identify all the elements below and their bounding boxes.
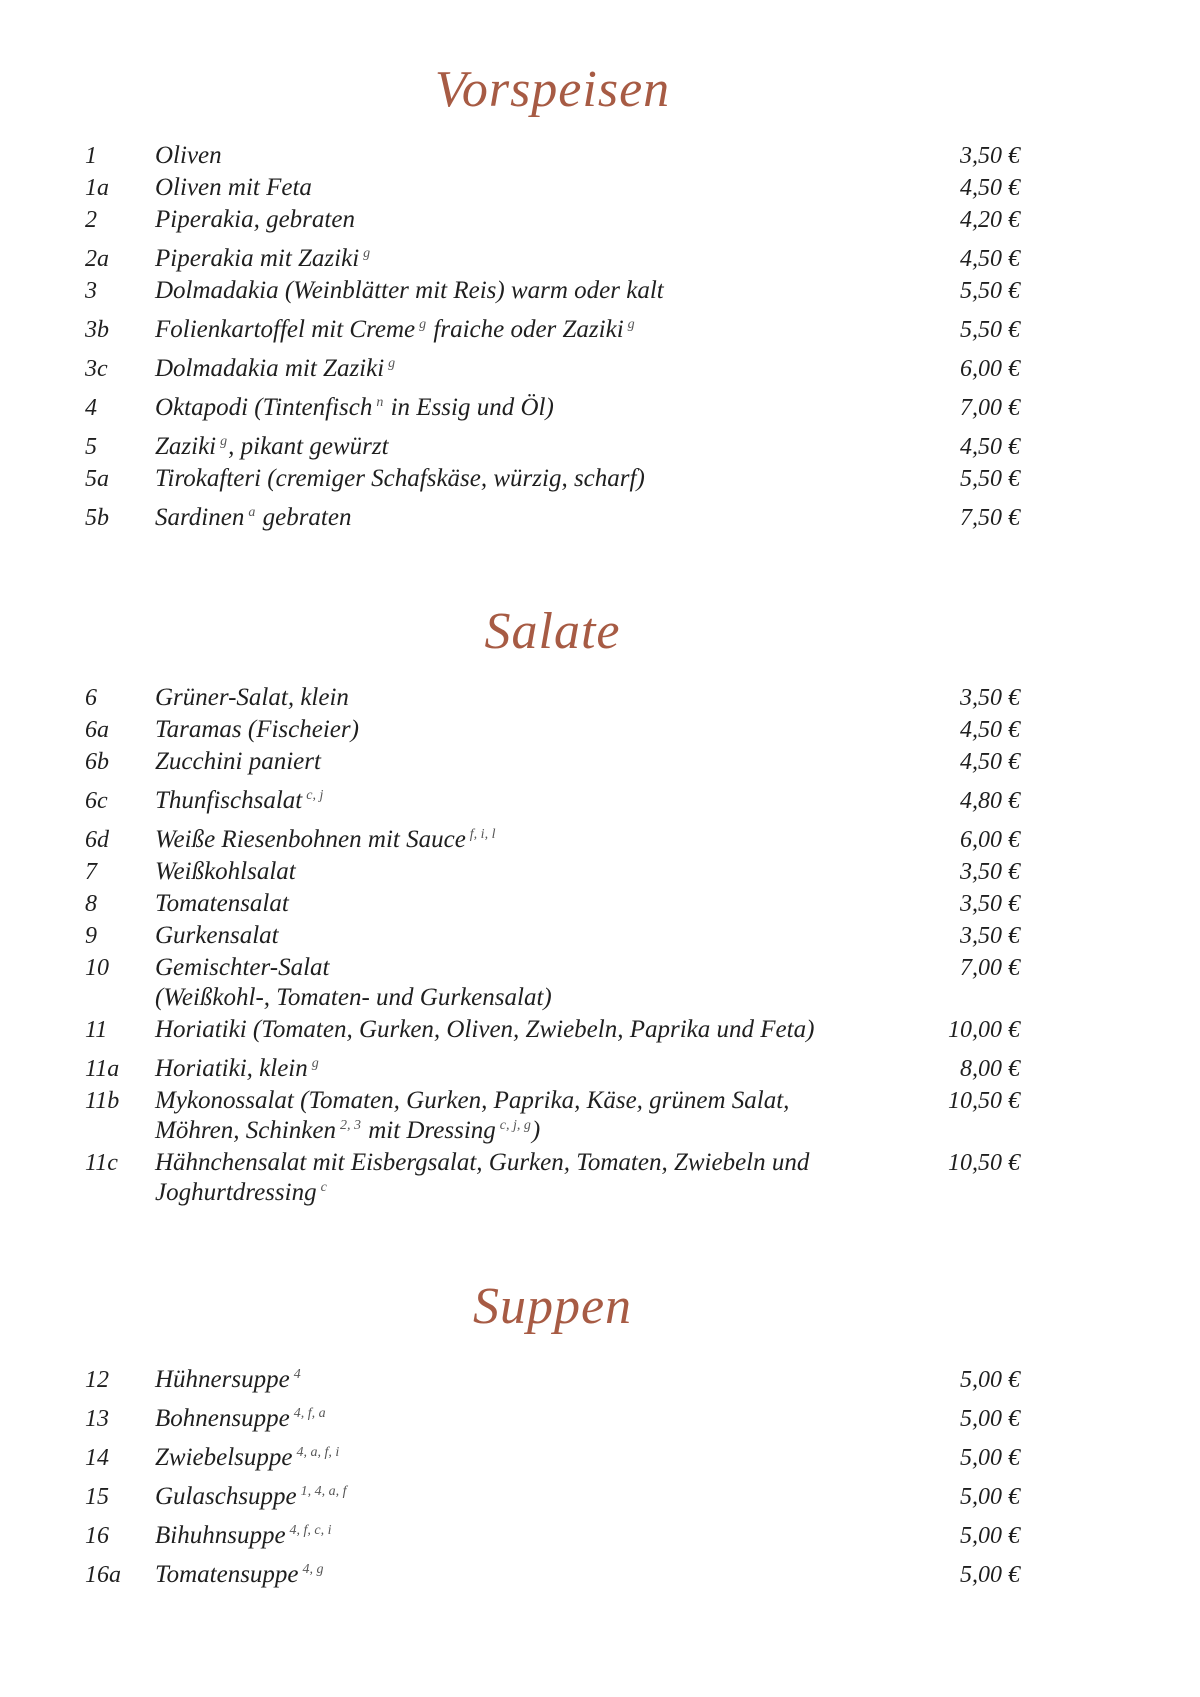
item-name-line: Piperakia, gebraten <box>155 206 355 233</box>
item-name-line: Gulaschsuppe $^{1, 4, a, f}$ <box>155 1483 347 1510</box>
item-number: 15 <box>85 1484 109 1510</box>
item-number: 5 <box>85 434 97 460</box>
item-number: 14 <box>85 1445 109 1471</box>
item-number: 16a <box>85 1562 121 1588</box>
allergen-superscript: g <box>388 355 396 371</box>
allergen-superscript: g <box>311 1055 319 1071</box>
item-name-line: Weißkohlsalat <box>155 858 296 885</box>
item-name <box>155 1015 900 1045</box>
menu-item-row <box>85 817 1020 856</box>
item-price: 5,50 € <box>960 317 1020 343</box>
allergen-superscript: a <box>248 504 256 520</box>
menu-item-row <box>85 1014 1020 1046</box>
item-number: 6c <box>85 788 108 814</box>
item-name <box>155 889 900 919</box>
item-name <box>155 464 900 494</box>
item-name <box>155 432 900 462</box>
item-name-line: Möhren, Schinken $^{2, 3}$ mit Dressing $^{c, j, g}$) <box>155 1117 541 1144</box>
item-price: 4,50 € <box>960 246 1020 272</box>
item-name <box>155 747 900 777</box>
item-name-line: Folienkartoffel mit Creme $^g$ fraiche oder Zaziki $^g$ <box>155 316 635 343</box>
item-name-line: Joghurtdressing $^c$ <box>155 1179 327 1206</box>
item-number: 11b <box>85 1088 120 1114</box>
item-name-line: Dolmadakia mit Zaziki $^g$ <box>155 355 396 382</box>
allergen-superscript: g <box>627 316 635 332</box>
item-name <box>155 1521 900 1551</box>
item-price: 6,00 € <box>960 356 1020 382</box>
item-price: 5,00 € <box>960 1523 1020 1549</box>
allergen-superscript: g <box>419 316 427 332</box>
item-name <box>155 503 900 533</box>
item-name-line: Sardinen $^a$ gebraten <box>155 504 352 531</box>
item-price: 4,50 € <box>960 434 1020 460</box>
item-name <box>155 857 900 887</box>
item-name-line: Piperakia mit Zaziki $^g$ <box>155 245 371 272</box>
item-name-line: Gemischter-Salat <box>155 954 330 981</box>
menu-item-row <box>85 307 1020 346</box>
item-price: 3,50 € <box>960 685 1020 711</box>
item-price: 6,00 € <box>960 827 1020 853</box>
item-name <box>155 825 900 855</box>
menu-item-row <box>85 1474 1020 1513</box>
item-price: 7,00 € <box>960 955 1020 981</box>
item-price: 4,50 € <box>960 749 1020 775</box>
menu-item-row <box>85 346 1020 385</box>
item-name-line: Mykonossalat (Tomaten, Gurken, Paprika, Käse, grünem Salat, <box>155 1087 790 1114</box>
item-name <box>155 1443 900 1473</box>
menu-item-row <box>85 1435 1020 1474</box>
menu-item-row <box>85 952 1020 1014</box>
item-name-line: Tomatensuppe $^{4, g}$ <box>155 1561 324 1588</box>
item-name-line: Zaziki $^g$, pikant gewürzt <box>155 433 389 460</box>
item-price: 7,50 € <box>960 505 1020 531</box>
item-name-line: Weiße Riesenbohnen mit Sauce $^{f, i, l}$ <box>155 826 496 853</box>
allergen-superscript: f, i, l <box>469 826 496 842</box>
item-name-line: Oktapodi (Tintenfisch $^n$ in Essig und Öl) <box>155 394 554 421</box>
item-name <box>155 786 900 816</box>
menu-item-row <box>85 746 1020 778</box>
menu-item-row <box>85 682 1020 714</box>
item-name <box>155 1148 900 1208</box>
menu-item-row <box>85 1046 1020 1085</box>
item-number: 1a <box>85 175 109 201</box>
item-number: 6b <box>85 749 109 775</box>
item-price: 5,00 € <box>960 1367 1020 1393</box>
menu-item-row <box>85 495 1020 534</box>
item-price: 7,00 € <box>960 395 1020 421</box>
item-name-line: Gurkensalat <box>155 922 279 949</box>
item-price: 10,50 € <box>948 1150 1020 1176</box>
allergen-superscript: n <box>376 394 384 410</box>
menu-item-row <box>85 1513 1020 1552</box>
item-price: 5,00 € <box>960 1484 1020 1510</box>
menu-item-row <box>85 140 1020 172</box>
item-price: 3,50 € <box>960 891 1020 917</box>
item-name <box>155 1404 900 1434</box>
item-name-line: Grüner-Salat, klein <box>155 684 349 711</box>
item-price: 5,00 € <box>960 1562 1020 1588</box>
allergen-superscript: 4, a, f, i <box>296 1444 340 1460</box>
allergen-superscript: c, j, g <box>499 1117 531 1133</box>
item-name-line: Tirokafteri (cremiger Schafskäse, würzig, scharf) <box>155 465 645 492</box>
menu-item-row <box>85 920 1020 952</box>
menu-item-row <box>85 888 1020 920</box>
menu-item-row <box>85 1147 1020 1209</box>
menu-item-row <box>85 778 1020 817</box>
item-number: 8 <box>85 891 97 917</box>
item-number: 10 <box>85 955 109 981</box>
item-number: 2a <box>85 246 109 272</box>
item-number: 5a <box>85 466 109 492</box>
menu-item-row <box>85 172 1020 204</box>
item-name <box>155 244 900 274</box>
item-price: 4,50 € <box>960 175 1020 201</box>
menu-item-row <box>85 714 1020 746</box>
item-name <box>155 1482 900 1512</box>
item-name-line: Taramas (Fischeier) <box>155 716 359 743</box>
menu-section <box>85 600 1020 1209</box>
menu-item-row <box>85 856 1020 888</box>
item-price: 4,80 € <box>960 788 1020 814</box>
item-price: 5,00 € <box>960 1406 1020 1432</box>
item-name <box>155 276 900 306</box>
item-name-line: Zucchini paniert <box>155 748 321 775</box>
item-price: 3,50 € <box>960 923 1020 949</box>
item-number: 3c <box>85 356 108 382</box>
item-name <box>155 315 900 345</box>
item-name-line: Oliven mit Feta <box>155 174 312 201</box>
menu-item-row <box>85 1396 1020 1435</box>
menu-item-row <box>85 463 1020 495</box>
menu-item-row <box>85 1357 1020 1396</box>
section-title: Salate <box>484 603 621 660</box>
menu-section <box>85 1275 1020 1591</box>
menu-item-row <box>85 1552 1020 1591</box>
item-price: 5,50 € <box>960 278 1020 304</box>
item-name <box>155 1365 900 1395</box>
item-number: 16 <box>85 1523 109 1549</box>
item-name-line: Hühnersuppe $^4$ <box>155 1366 301 1393</box>
item-number: 4 <box>85 395 97 421</box>
allergen-superscript: g <box>220 433 228 449</box>
item-number: 11 <box>85 1017 108 1043</box>
item-name-line: Dolmadakia (Weinblätter mit Reis) warm oder kalt <box>155 277 664 304</box>
item-number: 5b <box>85 505 109 531</box>
menu-sections <box>85 58 1020 1591</box>
item-name-line: Tomatensalat <box>155 890 289 917</box>
item-number: 3b <box>85 317 109 343</box>
menu-item-row <box>85 1085 1020 1147</box>
item-name-line: Hähnchensalat mit Eisbergsalat, Gurken, Tomaten, Zwiebeln und <box>155 1149 810 1176</box>
item-name <box>155 393 900 423</box>
menu-item-row <box>85 385 1020 424</box>
allergen-superscript: 4, f, a <box>293 1405 326 1421</box>
item-price: 5,00 € <box>960 1445 1020 1471</box>
item-number: 9 <box>85 923 97 949</box>
item-number: 1 <box>85 143 97 169</box>
item-number: 13 <box>85 1406 109 1432</box>
item-price: 10,00 € <box>948 1017 1020 1043</box>
item-name-line: Bihuhnsuppe $^{4, f, c, i}$ <box>155 1522 332 1549</box>
item-number: 3 <box>85 278 97 304</box>
item-name-line: (Weißkohl-, Tomaten- und Gurkensalat) <box>155 984 552 1011</box>
item-name-line: Horiatiki, klein $^g$ <box>155 1055 319 1082</box>
item-number: 6d <box>85 827 109 853</box>
item-price: 8,00 € <box>960 1056 1020 1082</box>
item-name-line: Zwiebelsuppe $^{4, a, f, i}$ <box>155 1444 340 1471</box>
menu-item-row <box>85 424 1020 463</box>
allergen-superscript: c <box>320 1179 327 1195</box>
item-price: 3,50 € <box>960 143 1020 169</box>
item-name <box>155 1560 900 1590</box>
item-name <box>155 1054 900 1084</box>
item-number: 12 <box>85 1367 109 1393</box>
menu-section <box>85 58 1020 534</box>
item-price: 5,50 € <box>960 466 1020 492</box>
menu-item-row <box>85 236 1020 275</box>
menu-item-row <box>85 275 1020 307</box>
item-name-line: Thunfischsalat $^{c, j}$ <box>155 787 324 814</box>
item-number: 2 <box>85 207 97 233</box>
item-name <box>155 205 900 235</box>
item-name <box>155 953 900 1013</box>
item-name <box>155 141 900 171</box>
allergen-superscript: 4 <box>293 1366 301 1382</box>
menu-item-row <box>85 204 1020 236</box>
item-number: 7 <box>85 859 97 885</box>
item-price: 4,50 € <box>960 717 1020 743</box>
item-number: 11a <box>85 1056 120 1082</box>
section-title: Suppen <box>472 1278 633 1335</box>
allergen-superscript: c, j <box>306 787 324 803</box>
allergen-superscript: 1, 4, a, f <box>300 1483 347 1499</box>
item-name-line: Horiatiki (Tomaten, Gurken, Oliven, Zwiebeln, Paprika und Feta) <box>155 1016 815 1043</box>
item-name <box>155 173 900 203</box>
item-price: 3,50 € <box>960 859 1020 885</box>
item-number: 6 <box>85 685 97 711</box>
section-title: Vorspeisen <box>434 61 671 118</box>
item-name-line: Oliven <box>155 142 222 169</box>
item-name <box>155 683 900 713</box>
item-price: 10,50 € <box>948 1088 1020 1114</box>
item-name <box>155 1086 900 1146</box>
allergen-superscript: g <box>363 245 371 261</box>
allergen-superscript: 2, 3 <box>339 1117 361 1133</box>
item-name <box>155 715 900 745</box>
item-name <box>155 354 900 384</box>
item-number: 6a <box>85 717 109 743</box>
allergen-superscript: 4, g <box>302 1561 324 1577</box>
item-number: 11c <box>85 1150 118 1176</box>
allergen-superscript: 4, f, c, i <box>289 1522 332 1538</box>
item-price: 4,20 € <box>960 207 1020 233</box>
item-name <box>155 921 900 951</box>
item-name-line: Bohnensuppe $^{4, f, a}$ <box>155 1405 326 1432</box>
